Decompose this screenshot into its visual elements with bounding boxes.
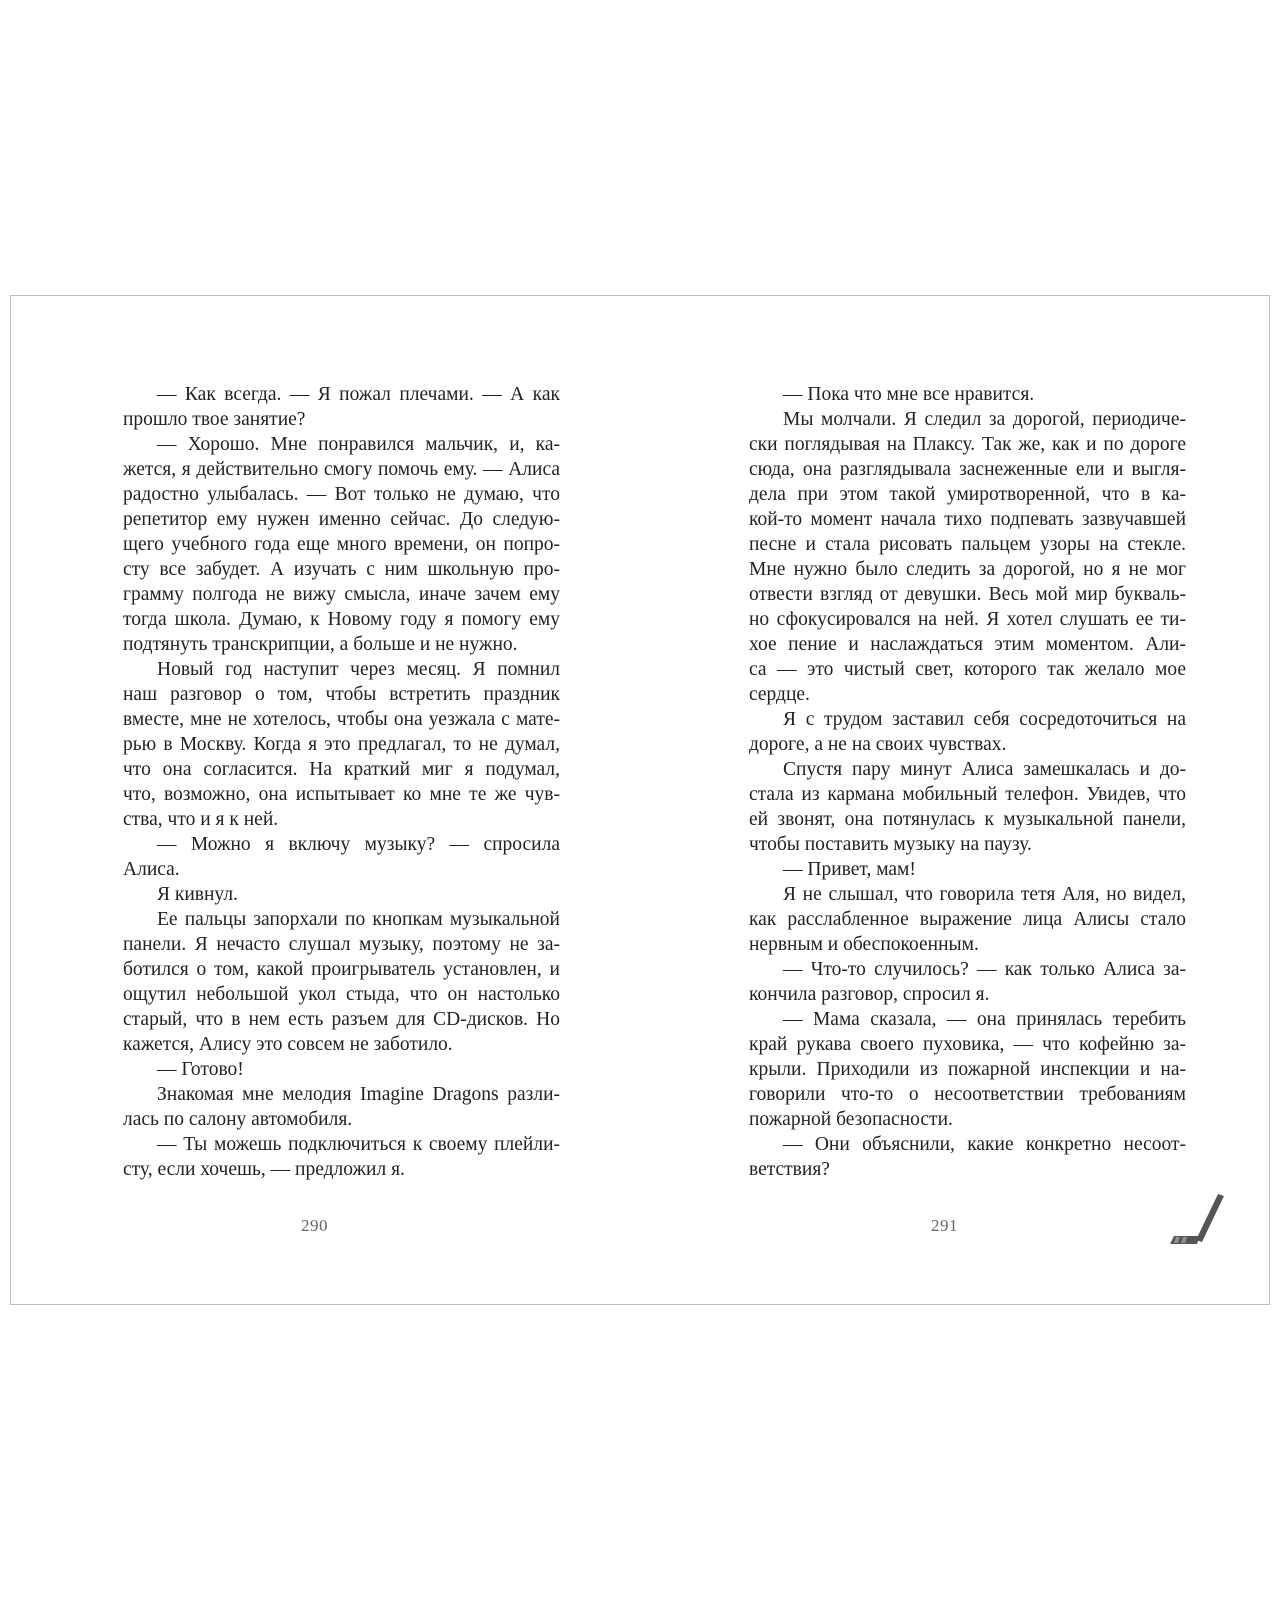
text-line: ощутил небольшой укол стыда, что он настолько xyxy=(123,984,560,1005)
text-line: ски поглядывая на Плаксу. Так же, как и по дороге xyxy=(749,434,1186,455)
text-line: как расслабленное выражение лица Алисы стало xyxy=(749,909,1186,930)
text-line: старый, что в нем есть разъем для CD-дисков. Но xyxy=(123,1009,560,1030)
text-line: что она согласится. На краткий миг я подумал, xyxy=(123,759,560,780)
text-line: крыли. Приходили из пожарной инспекции и на- xyxy=(749,1059,1186,1080)
book-spread xyxy=(10,295,1270,1305)
text-line: прошло твое занятие? xyxy=(123,409,306,430)
left-page xyxy=(11,296,641,1304)
text-line: — Ты можешь подключиться к своему плейли- xyxy=(157,1134,560,1155)
text-line: стала из кармана мобильный телефон. Увидев, что xyxy=(749,784,1186,805)
text-line: но сфокусировался на ней. Я хотел слушать ее ти- xyxy=(749,609,1186,630)
text-line: ей звонят, она потянулась к музыкальной панели, xyxy=(749,809,1186,830)
left-page-number: 290 xyxy=(301,1216,328,1235)
text-line: жется, я действительно смогу помочь ему. — Алиса xyxy=(123,459,560,480)
text-line: Спустя пару минут Алиса замешкалась и до- xyxy=(783,759,1186,780)
text-line: щего учебного года еще много времени, он попро- xyxy=(123,534,560,555)
text-line: Мы молчали. Я следил за дорогой, периодиче- xyxy=(783,409,1186,430)
text-line: грамму полгода не вижу смысла, иначе зачем ему xyxy=(123,584,560,605)
text-line: — Мама сказала, — она принялась теребить xyxy=(783,1009,1186,1030)
left-page-text xyxy=(123,382,560,1182)
text-line: панели. Я нечасто слушал музыку, поэтому не за- xyxy=(123,934,560,955)
text-line: радостно улыбалась. — Вот только не думаю, что xyxy=(123,484,560,505)
text-line: ботился о том, какой проигрыватель установлен, и xyxy=(123,959,560,980)
text-line: подтянуть транскрипции, а больше и не нужно. xyxy=(123,634,518,655)
text-line: — Готово! xyxy=(157,1059,244,1080)
right-page xyxy=(641,296,1271,1304)
text-line: — Пока что мне все нравится. xyxy=(783,384,1035,405)
text-line: наш разговор о том, чтобы встретить праздник xyxy=(123,684,560,705)
text-line: чтобы поставить музыку на паузу. xyxy=(749,834,1032,855)
text-line: репетитор ему нужен именно сейчас. До следую- xyxy=(123,509,560,530)
text-line: ства, что и я к ней. xyxy=(123,809,279,830)
text-line: лась по салону автомобиля. xyxy=(123,1109,353,1130)
text-line: нервным и обеспокоенным. xyxy=(749,934,979,955)
text-line: Новый год наступит через месяц. Я помнил xyxy=(157,659,560,680)
text-line: говорили что-то о несоответствии требованиям xyxy=(749,1084,1186,1105)
text-line: са — это чистый свет, которого так желало мое xyxy=(749,659,1186,680)
text-line: кончила разговор, спросил я. xyxy=(749,984,990,1005)
text-line: — Что-то случилось? — как только Алиса за- xyxy=(783,959,1186,980)
text-line: — Привет, мам! xyxy=(783,859,916,880)
text-line: Мне нужно было следить за дорогой, но я не мог xyxy=(749,559,1186,580)
text-line: песне и стала рисовать пальцем узоры на стекле. xyxy=(749,534,1186,555)
text-line: Алиса. xyxy=(123,859,180,880)
hockey-stick-icon xyxy=(1170,1192,1240,1252)
text-line: Я с трудом заставил себя сосредоточиться на xyxy=(783,709,1186,730)
text-line: — Хорошо. Мне понравился мальчик, и, ка- xyxy=(157,434,560,455)
text-line: ветствия? xyxy=(749,1159,830,1180)
text-line: кой-то момент начала тихо подпевать зазвучавшей xyxy=(749,509,1186,530)
text-line: кажется, Алису это совсем не заботило. xyxy=(123,1034,453,1055)
text-line: что, возможно, она испытывает ко мне те же чув- xyxy=(123,784,560,805)
text-line: тогда школа. Думаю, к Новому году я помогу ему xyxy=(123,609,560,630)
text-line: Знакомая мне мелодия Imagine Dragons разли- xyxy=(157,1084,560,1105)
text-line: вместе, мне не хотелось, чтобы она уезжала с мате- xyxy=(123,709,560,730)
text-line: пожарной безопасности. xyxy=(749,1109,953,1130)
text-line: Я не слышал, что говорила тетя Аля, но видел, xyxy=(783,884,1186,905)
stick-shaft xyxy=(1196,1194,1224,1242)
text-line: — Можно я включу музыку? — спросила xyxy=(157,834,560,855)
text-line: сюда, она разглядывала заснеженные ели и выгля- xyxy=(749,459,1186,480)
text-line: сту, если хочешь, — предложил я. xyxy=(123,1159,405,1180)
text-line: сту все забудет. А изучать с ним школьную про- xyxy=(123,559,560,580)
text-line: Ее пальцы запорхали по кнопкам музыкальной xyxy=(157,909,560,930)
text-line: дороге, а не на своих чувствах. xyxy=(749,734,1007,755)
right-page-number: 291 xyxy=(931,1216,958,1235)
text-line: сердце. xyxy=(749,684,810,705)
text-line: хое пение и наслаждаться этим моментом. Али- xyxy=(749,634,1186,655)
text-line: дела при этом такой умиротворенной, что в ка- xyxy=(749,484,1186,505)
text-line: — Они объяснили, какие конкретно несоот- xyxy=(783,1134,1186,1155)
right-page-text xyxy=(749,382,1186,1182)
text-line: Я кивнул. xyxy=(157,884,238,905)
text-line: край рукава своего пуховика, — что кофейню за- xyxy=(749,1034,1186,1055)
text-line: рью в Москву. Когда я это предлагал, то не думал, xyxy=(123,734,560,755)
text-line: — Как всегда. — Я пожал плечами. — А как xyxy=(157,384,560,405)
text-line: отвести взгляд от девушки. Весь мой мир букваль- xyxy=(749,584,1186,605)
